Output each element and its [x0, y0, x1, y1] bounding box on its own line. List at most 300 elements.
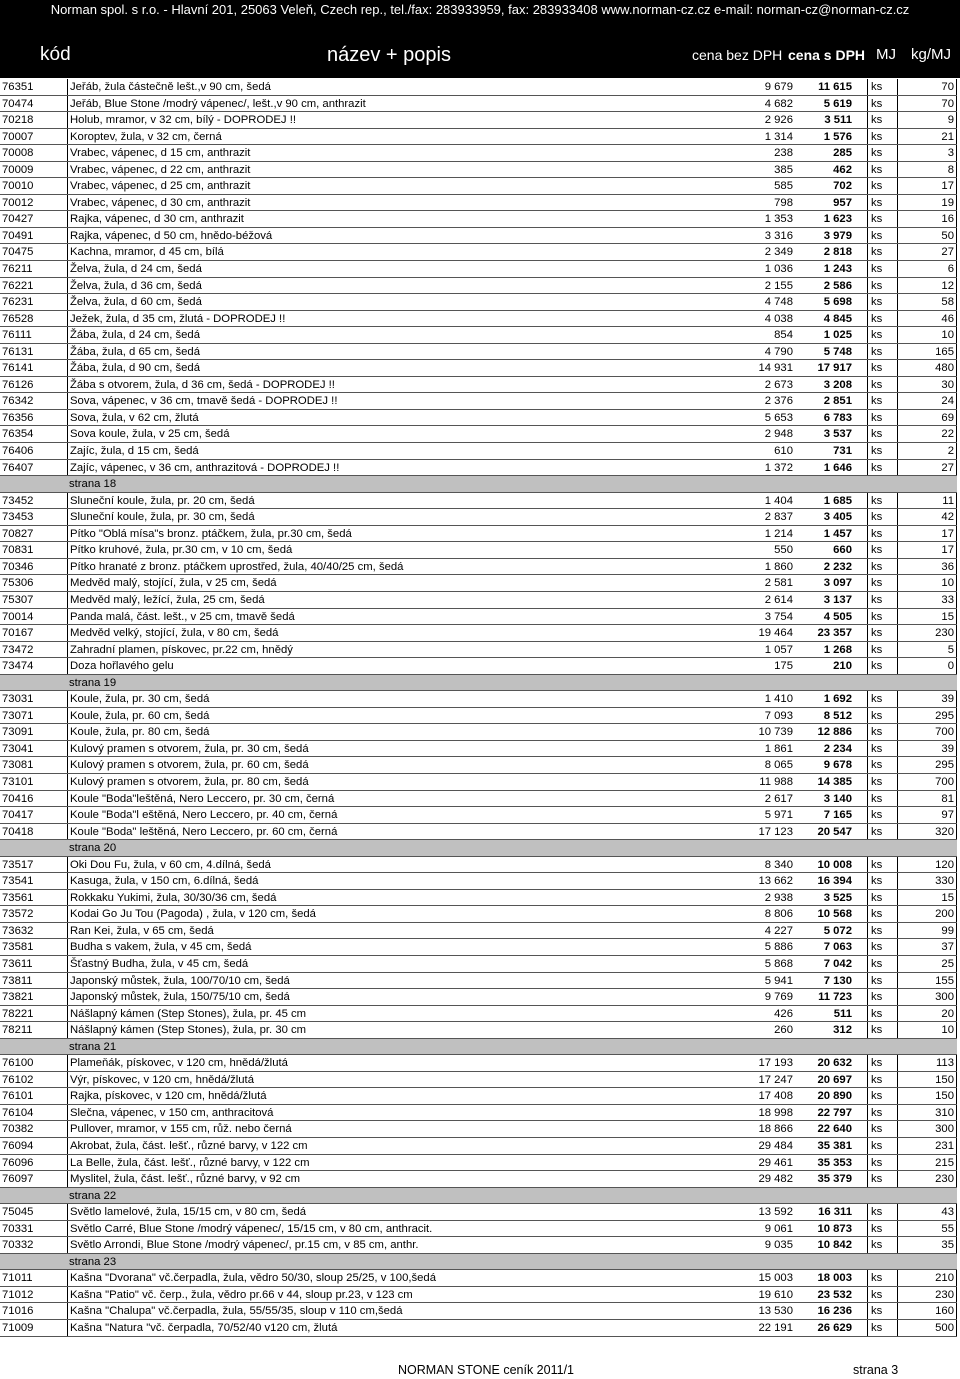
table-row — [0, 724, 957, 741]
code-cell: 70427 — [2, 213, 34, 226]
weight-cell: 43 — [897, 1204, 957, 1220]
price-without-vat-cell: 1 860 — [764, 560, 793, 573]
price-with-vat-cell: 20 697 — [817, 1073, 852, 1086]
header-name-description: název + popis — [327, 44, 451, 66]
table-row — [0, 410, 957, 427]
description-cell: Budha s vakem, žula, v 45 cm, šedá — [67, 939, 707, 955]
unit-cell: ks — [867, 1171, 897, 1187]
code-cell: 73041 — [2, 742, 34, 755]
weight-cell: 11 — [897, 493, 957, 509]
weight-cell: 22 — [897, 426, 957, 442]
table-row — [0, 873, 957, 890]
code-cell: 76102 — [2, 1073, 34, 1086]
weight-cell: 81 — [897, 791, 957, 807]
table-row — [0, 956, 957, 973]
price-without-vat-cell: 29 461 — [758, 1156, 793, 1169]
price-without-vat-cell: 2 948 — [764, 428, 793, 441]
table-row — [0, 377, 957, 394]
price-without-vat-cell: 175 — [774, 660, 793, 673]
table-row — [0, 658, 957, 675]
unit-cell: ks — [867, 575, 897, 591]
description-cell: Kašna "Natura "vč. čerpadla, 70/52/40 v120 cm, žlutá — [67, 1320, 707, 1336]
price-without-vat-cell: 4 038 — [764, 312, 793, 325]
weight-cell: 25 — [897, 956, 957, 972]
price-without-vat-cell: 19 610 — [758, 1288, 793, 1301]
price-without-vat-cell: 8 806 — [764, 908, 793, 921]
unit-cell: ks — [867, 906, 897, 922]
description-cell: Kachna, mramor, d 45 cm, bílá — [67, 244, 707, 260]
code-cell: 70008 — [2, 147, 34, 160]
weight-cell: 8 — [897, 162, 957, 178]
unit-cell: ks — [867, 973, 897, 989]
price-without-vat-cell: 2 938 — [764, 891, 793, 904]
weight-cell: 17 — [897, 542, 957, 558]
table-row — [0, 708, 957, 725]
table-row — [0, 443, 957, 460]
code-cell: 76231 — [2, 296, 34, 309]
price-with-vat-cell: 2 818 — [823, 246, 852, 259]
price-without-vat-cell: 13 662 — [758, 875, 793, 888]
table-row — [0, 162, 957, 179]
unit-cell: ks — [867, 1072, 897, 1088]
price-with-vat-cell: 7 042 — [823, 957, 852, 970]
description-cell: Kodai Go Ju Tou (Pagoda) , žula, v 120 cm, šedá — [67, 906, 707, 922]
description-cell: Doza hořlavého gelu — [67, 658, 707, 674]
price-without-vat-cell: 1 036 — [764, 263, 793, 276]
description-cell: Žába, žula, d 90 cm, šedá — [67, 360, 707, 376]
price-without-vat-cell: 3 754 — [764, 610, 793, 623]
description-cell: Koroptev, žula, v 32 cm, černá — [67, 129, 707, 145]
table-row — [0, 1006, 957, 1023]
description-cell: Panda malá, část. lešt., v 25 cm, tmavě šedá — [67, 609, 707, 625]
weight-cell: 15 — [897, 890, 957, 906]
unit-cell: ks — [867, 228, 897, 244]
unit-cell: ks — [867, 939, 897, 955]
code-cell: 70331 — [2, 1222, 34, 1235]
price-with-vat-cell: 35 379 — [817, 1173, 852, 1186]
code-cell: 73581 — [2, 941, 34, 954]
description-cell: Vrabec, vápenec, d 30 cm, anthrazit — [67, 195, 707, 211]
table-row — [0, 906, 957, 923]
code-cell: 70382 — [2, 1123, 34, 1136]
code-cell: 76100 — [2, 1057, 34, 1070]
price-without-vat-cell: 4 790 — [764, 345, 793, 358]
price-with-vat-cell: 957 — [833, 196, 852, 209]
price-without-vat-cell: 4 227 — [764, 924, 793, 937]
table-row — [0, 1072, 957, 1089]
table-row — [0, 211, 957, 228]
weight-cell: 70 — [897, 96, 957, 112]
unit-cell: ks — [867, 642, 897, 658]
description-cell: Koule, žula, pr. 80 cm, šedá — [67, 724, 707, 740]
unit-cell: ks — [867, 178, 897, 194]
description-cell: Pítko hranaté z bronz. ptáčkem uprostřed, žula, 40/40/25 cm, šedá — [67, 559, 707, 575]
weight-cell: 2 — [897, 443, 957, 459]
code-cell: 70475 — [2, 246, 34, 259]
description-cell: Plameňák, pískovec, v 120 cm, hnědá/žlutá — [67, 1055, 707, 1071]
table-row — [0, 857, 957, 874]
table-row — [0, 393, 957, 410]
code-cell: 73811 — [2, 974, 33, 987]
description-cell: Želva, žula, d 36 cm, šedá — [67, 278, 707, 294]
unit-cell: ks — [867, 393, 897, 409]
price-with-vat-cell: 3 525 — [823, 891, 852, 904]
unit-cell: ks — [867, 1121, 897, 1137]
section-row — [0, 840, 957, 857]
code-cell: 70012 — [2, 196, 34, 209]
unit-cell: ks — [867, 741, 897, 757]
price-without-vat-cell: 1 057 — [764, 643, 793, 656]
description-cell: Vrabec, vápenec, d 15 cm, anthrazit — [67, 145, 707, 161]
price-without-vat-cell: 13 592 — [758, 1206, 793, 1219]
table-row — [0, 1022, 957, 1039]
weight-cell: 480 — [897, 360, 957, 376]
unit-cell: ks — [867, 327, 897, 343]
weight-cell: 200 — [897, 906, 957, 922]
code-cell: 73541 — [2, 875, 34, 888]
unit-cell: ks — [867, 757, 897, 773]
description-cell: Sova koule, žula, v 25 cm, šedá — [67, 426, 707, 442]
weight-cell: 210 — [897, 1270, 957, 1286]
weight-cell: 36 — [897, 559, 957, 575]
price-with-vat-cell: 22 640 — [817, 1123, 852, 1136]
description-cell: Kulový pramen s otvorem, žula, pr. 30 cm, šedá — [67, 741, 707, 757]
price-without-vat-cell: 22 191 — [758, 1322, 793, 1335]
table-row — [0, 691, 957, 708]
code-cell: 73452 — [2, 494, 34, 507]
table-row — [0, 973, 957, 990]
price-with-vat-cell: 16 236 — [817, 1305, 852, 1318]
table-row — [0, 1171, 957, 1188]
price-with-vat-cell: 5 072 — [823, 924, 852, 937]
price-without-vat-cell: 610 — [774, 445, 793, 458]
weight-cell: 21 — [897, 129, 957, 145]
weight-cell: 17 — [897, 526, 957, 542]
price-without-vat-cell: 4 748 — [764, 296, 793, 309]
description-cell: Vrabec, vápenec, d 25 cm, anthrazit — [67, 178, 707, 194]
code-cell: 76094 — [2, 1140, 34, 1152]
price-without-vat-cell: 13 530 — [758, 1305, 793, 1318]
weight-cell: 10 — [897, 1022, 957, 1038]
price-with-vat-cell: 1 025 — [823, 329, 852, 342]
description-cell: Oki Dou Fu, žula, v 60 cm, 4.dílná, šedá — [67, 857, 707, 873]
unit-cell: ks — [867, 1237, 897, 1253]
unit-cell: ks — [867, 989, 897, 1005]
unit-cell: ks — [867, 294, 897, 310]
code-cell: 70346 — [2, 560, 34, 573]
price-with-vat-cell: 1 457 — [823, 527, 852, 540]
table-row — [0, 542, 957, 559]
description-cell: Světlo Carré, Blue Stone /modrý vápenec/, 15/15 cm, v 80 cm, anthracit. — [67, 1221, 707, 1237]
weight-cell: 55 — [897, 1221, 957, 1237]
description-cell: Kašna "Chalupa" vč.čerpadla, žula, 55/55/35, sloup v 110 cm,šedá — [67, 1303, 707, 1319]
code-cell: 76354 — [2, 428, 34, 441]
description-cell: Koule "Boda"l eštěná, Nero Leccero, pr. 40 cm, černá — [67, 807, 707, 823]
table-row — [0, 642, 957, 659]
price-with-vat-cell: 18 003 — [817, 1272, 852, 1285]
table-row — [0, 559, 957, 576]
table-header — [0, 20, 960, 78]
unit-cell: ks — [867, 195, 897, 211]
table-row — [0, 294, 957, 311]
weight-cell: 69 — [897, 410, 957, 426]
table-row — [0, 195, 957, 212]
section-label: strana 23 — [69, 1255, 117, 1268]
price-with-vat-cell: 35 381 — [817, 1140, 852, 1152]
price-without-vat-cell: 9 035 — [764, 1239, 793, 1252]
price-without-vat-cell: 5 941 — [764, 974, 793, 987]
code-cell: 73517 — [2, 858, 34, 871]
price-with-vat-cell: 702 — [833, 180, 852, 193]
weight-cell: 150 — [897, 1088, 957, 1104]
unit-cell: ks — [867, 658, 897, 674]
table-row — [0, 178, 957, 195]
price-without-vat-cell: 29 482 — [758, 1173, 793, 1186]
price-without-vat-cell: 1 404 — [764, 494, 793, 507]
section-label: strana 18 — [69, 478, 117, 491]
description-cell: Výr, pískovec, v 120 cm, hnědá/žlutá — [67, 1072, 707, 1088]
price-without-vat-cell: 1 372 — [764, 461, 793, 474]
description-cell: Holub, mramor, v 32 cm, bílý - DOPRODEJ !! — [67, 112, 707, 128]
unit-cell: ks — [867, 609, 897, 625]
price-without-vat-cell: 585 — [774, 180, 793, 193]
unit-cell: ks — [867, 691, 897, 707]
price-without-vat-cell: 5 868 — [764, 957, 793, 970]
weight-cell: 215 — [897, 1155, 957, 1171]
unit-cell: ks — [867, 774, 897, 790]
unit-cell: ks — [867, 377, 897, 393]
code-cell: 76126 — [2, 378, 34, 391]
code-cell: 73453 — [2, 511, 34, 524]
price-without-vat-cell: 17 123 — [758, 825, 793, 838]
unit-cell: ks — [867, 360, 897, 376]
section-label: strana 22 — [69, 1189, 117, 1202]
weight-cell: 39 — [897, 691, 957, 707]
description-cell: Pítko "Oblá mísa"s bronz. ptáčkem, žula, pr.30 cm, šedá — [67, 526, 707, 542]
weight-cell: 5 — [897, 642, 957, 658]
price-without-vat-cell: 5 886 — [764, 941, 793, 954]
unit-cell: ks — [867, 261, 897, 277]
code-cell: 76211 — [2, 263, 33, 276]
code-cell: 70007 — [2, 130, 34, 143]
weight-cell: 12 — [897, 278, 957, 294]
price-without-vat-cell: 9 769 — [764, 991, 793, 1004]
description-cell: Kašna "Patio" vč. čerp., žula, vědro pr.66 v 44, sloup pr.23, v 123 cm — [67, 1287, 707, 1303]
table-row — [0, 890, 957, 907]
unit-cell: ks — [867, 426, 897, 442]
price-with-vat-cell: 511 — [833, 1007, 852, 1020]
description-cell: Koule "Boda" leštěná, Nero Leccero, pr. 60 cm, černá — [67, 824, 707, 840]
description-cell: Želva, žula, d 24 cm, šedá — [67, 261, 707, 277]
price-with-vat-cell: 20 547 — [817, 825, 852, 838]
unit-cell: ks — [867, 1303, 897, 1319]
unit-cell: ks — [867, 129, 897, 145]
price-without-vat-cell: 15 003 — [758, 1272, 793, 1285]
price-with-vat-cell: 6 783 — [823, 411, 852, 424]
price-with-vat-cell: 210 — [833, 660, 852, 673]
code-cell: 76096 — [2, 1156, 34, 1169]
code-cell: 71016 — [2, 1305, 34, 1318]
description-cell: Koule "Boda"leštěná, Nero Leccero, pr. 30 cm, černá — [67, 791, 707, 807]
weight-cell: 300 — [897, 989, 957, 1005]
table-row — [0, 741, 957, 758]
unit-cell: ks — [867, 278, 897, 294]
price-with-vat-cell: 1 268 — [823, 643, 852, 656]
price-without-vat-cell: 550 — [774, 544, 793, 557]
description-cell: Sova, žula, v 62 cm, žlutá — [67, 410, 707, 426]
price-with-vat-cell: 5 748 — [823, 345, 852, 358]
table-row — [0, 989, 957, 1006]
price-with-vat-cell: 17 917 — [817, 362, 852, 375]
table-row — [0, 244, 957, 261]
header-code: kód — [40, 44, 71, 65]
price-with-vat-cell: 3 140 — [823, 792, 852, 805]
table-row — [0, 360, 957, 377]
company-info-bar: Norman spol. s r.o. - Hlavní 201, 25063 Veleň, Czech rep., tel./fax: 283933959, fax: 283933408 www.norman-cz.cz e-mail: norman-cz@norman-cz.cz — [0, 0, 960, 20]
table-row — [0, 791, 957, 808]
unit-cell: ks — [867, 890, 897, 906]
code-cell: 73472 — [2, 643, 34, 656]
unit-cell: ks — [867, 211, 897, 227]
table-row — [0, 493, 957, 510]
price-without-vat-cell: 10 739 — [758, 726, 793, 739]
price-with-vat-cell: 2 234 — [823, 742, 852, 755]
price-without-vat-cell: 7 093 — [764, 709, 793, 722]
price-with-vat-cell: 14 385 — [817, 775, 852, 788]
unit-cell: ks — [867, 162, 897, 178]
unit-cell: ks — [867, 824, 897, 840]
weight-cell: 17 — [897, 178, 957, 194]
header-price-without-vat: cena bez DPH — [692, 47, 783, 63]
code-cell: 70167 — [2, 627, 34, 640]
weight-cell: 320 — [897, 824, 957, 840]
price-with-vat-cell: 3 208 — [823, 378, 852, 391]
weight-cell: 27 — [897, 460, 957, 476]
header-price-with-vat: cena s DPH — [788, 47, 866, 63]
description-cell: Medvěd velký, stojící, žula, v 80 cm, šedá — [67, 625, 707, 641]
code-cell: 73561 — [2, 891, 34, 904]
code-cell: 76356 — [2, 411, 34, 424]
weight-cell: 230 — [897, 1287, 957, 1303]
table-row — [0, 509, 957, 526]
table-row — [0, 311, 957, 328]
unit-cell: ks — [867, 559, 897, 575]
description-cell: Pullover, mramor, v 155 cm, růž. nebo černá — [67, 1121, 707, 1137]
price-with-vat-cell: 23 357 — [817, 627, 852, 640]
weight-cell: 10 — [897, 575, 957, 591]
code-cell: 75045 — [2, 1206, 34, 1219]
price-with-vat-cell: 12 886 — [817, 726, 852, 739]
unit-cell: ks — [867, 1320, 897, 1336]
code-cell: 73031 — [2, 693, 34, 706]
unit-cell: ks — [867, 1055, 897, 1071]
price-with-vat-cell: 5 619 — [823, 97, 852, 110]
table-row — [0, 824, 957, 841]
weight-cell: 20 — [897, 1006, 957, 1022]
weight-cell: 70 — [897, 79, 957, 95]
price-without-vat-cell: 2 926 — [764, 114, 793, 127]
code-cell: 76406 — [2, 445, 34, 458]
code-cell: 73632 — [2, 924, 34, 937]
price-with-vat-cell: 4 845 — [823, 312, 852, 325]
description-cell: Světlo Arrondi, Blue Stone /modrý vápenec/, pr.15 cm, v 85 cm, anthr. — [67, 1237, 707, 1253]
description-cell: Světlo lamelové, žula, 15/15 cm, v 80 cm, šedá — [67, 1204, 707, 1220]
price-without-vat-cell: 17 247 — [758, 1073, 793, 1086]
code-cell: 73071 — [2, 709, 34, 722]
price-with-vat-cell: 3 979 — [823, 229, 852, 242]
weight-cell: 19 — [897, 195, 957, 211]
unit-cell: ks — [867, 443, 897, 459]
weight-cell: 6 — [897, 261, 957, 277]
price-without-vat-cell: 2 349 — [764, 246, 793, 259]
price-with-vat-cell: 22 797 — [817, 1106, 852, 1119]
price-without-vat-cell: 2 376 — [764, 395, 793, 408]
description-cell: Japonský můstek, žula, 150/75/10 cm, šedá — [67, 989, 707, 1005]
price-without-vat-cell: 238 — [774, 147, 793, 160]
weight-cell: 27 — [897, 244, 957, 260]
table-row — [0, 327, 957, 344]
table-row — [0, 228, 957, 245]
unit-cell: ks — [867, 873, 897, 889]
description-cell: Koule, žula, pr. 30 cm, šedá — [67, 691, 707, 707]
table-row — [0, 1320, 957, 1337]
code-cell: 70010 — [2, 180, 34, 193]
description-cell: Rajka, vápenec, d 50 cm, hnědo-béžová — [67, 228, 707, 244]
code-cell: 70418 — [2, 825, 34, 838]
description-cell: Akrobat, žula, část. lešť., různé barvy, v 122 cm — [67, 1138, 707, 1154]
weight-cell: 231 — [897, 1138, 957, 1154]
price-with-vat-cell: 1 692 — [823, 693, 852, 706]
price-with-vat-cell: 285 — [833, 147, 852, 160]
weight-cell: 230 — [897, 1171, 957, 1187]
unit-cell: ks — [867, 311, 897, 327]
price-without-vat-cell: 426 — [774, 1007, 793, 1020]
description-cell: Rajka, vápenec, d 30 cm, anthrazit — [67, 211, 707, 227]
table-row — [0, 261, 957, 278]
description-cell: Ran Kei, žula, v 65 cm, šedá — [67, 923, 707, 939]
description-cell: Slečna, vápenec, v 150 cm, anthracitová — [67, 1105, 707, 1121]
weight-cell: 42 — [897, 509, 957, 525]
weight-cell: 30 — [897, 377, 957, 393]
description-cell: Zajíc, vápenec, v 36 cm, anthrazitová - DOPRODEJ !! — [67, 460, 707, 476]
price-without-vat-cell: 2 155 — [764, 279, 793, 292]
code-cell: 78221 — [2, 1007, 34, 1020]
unit-cell: ks — [867, 79, 897, 95]
description-cell: Japonský můstek, žula, 100/70/10 cm, šedá — [67, 973, 707, 989]
description-cell: Kašna "Dvorana" vč.čerpadla, žula, vědro 50/30, sloup 25/25, v 100,šedá — [67, 1270, 707, 1286]
unit-cell: ks — [867, 145, 897, 161]
price-with-vat-cell: 10 008 — [817, 858, 852, 871]
table-row — [0, 96, 957, 113]
price-with-vat-cell: 16 311 — [818, 1206, 852, 1219]
code-cell: 70474 — [2, 97, 34, 110]
description-cell: Nášlapný kámen (Step Stones), žula, pr. 45 cm — [67, 1006, 707, 1022]
code-cell: 70009 — [2, 163, 34, 176]
code-cell: 70416 — [2, 792, 34, 805]
table-row — [0, 79, 957, 96]
weight-cell: 99 — [897, 923, 957, 939]
table-row — [0, 1204, 957, 1221]
price-with-vat-cell: 3 137 — [823, 593, 852, 606]
unit-cell: ks — [867, 410, 897, 426]
unit-cell: ks — [867, 724, 897, 740]
weight-cell: 3 — [897, 145, 957, 161]
price-without-vat-cell: 2 837 — [764, 511, 793, 524]
table-row — [0, 1287, 957, 1304]
code-cell: 71009 — [2, 1322, 34, 1335]
code-cell: 73821 — [2, 991, 34, 1004]
weight-cell: 155 — [897, 973, 957, 989]
